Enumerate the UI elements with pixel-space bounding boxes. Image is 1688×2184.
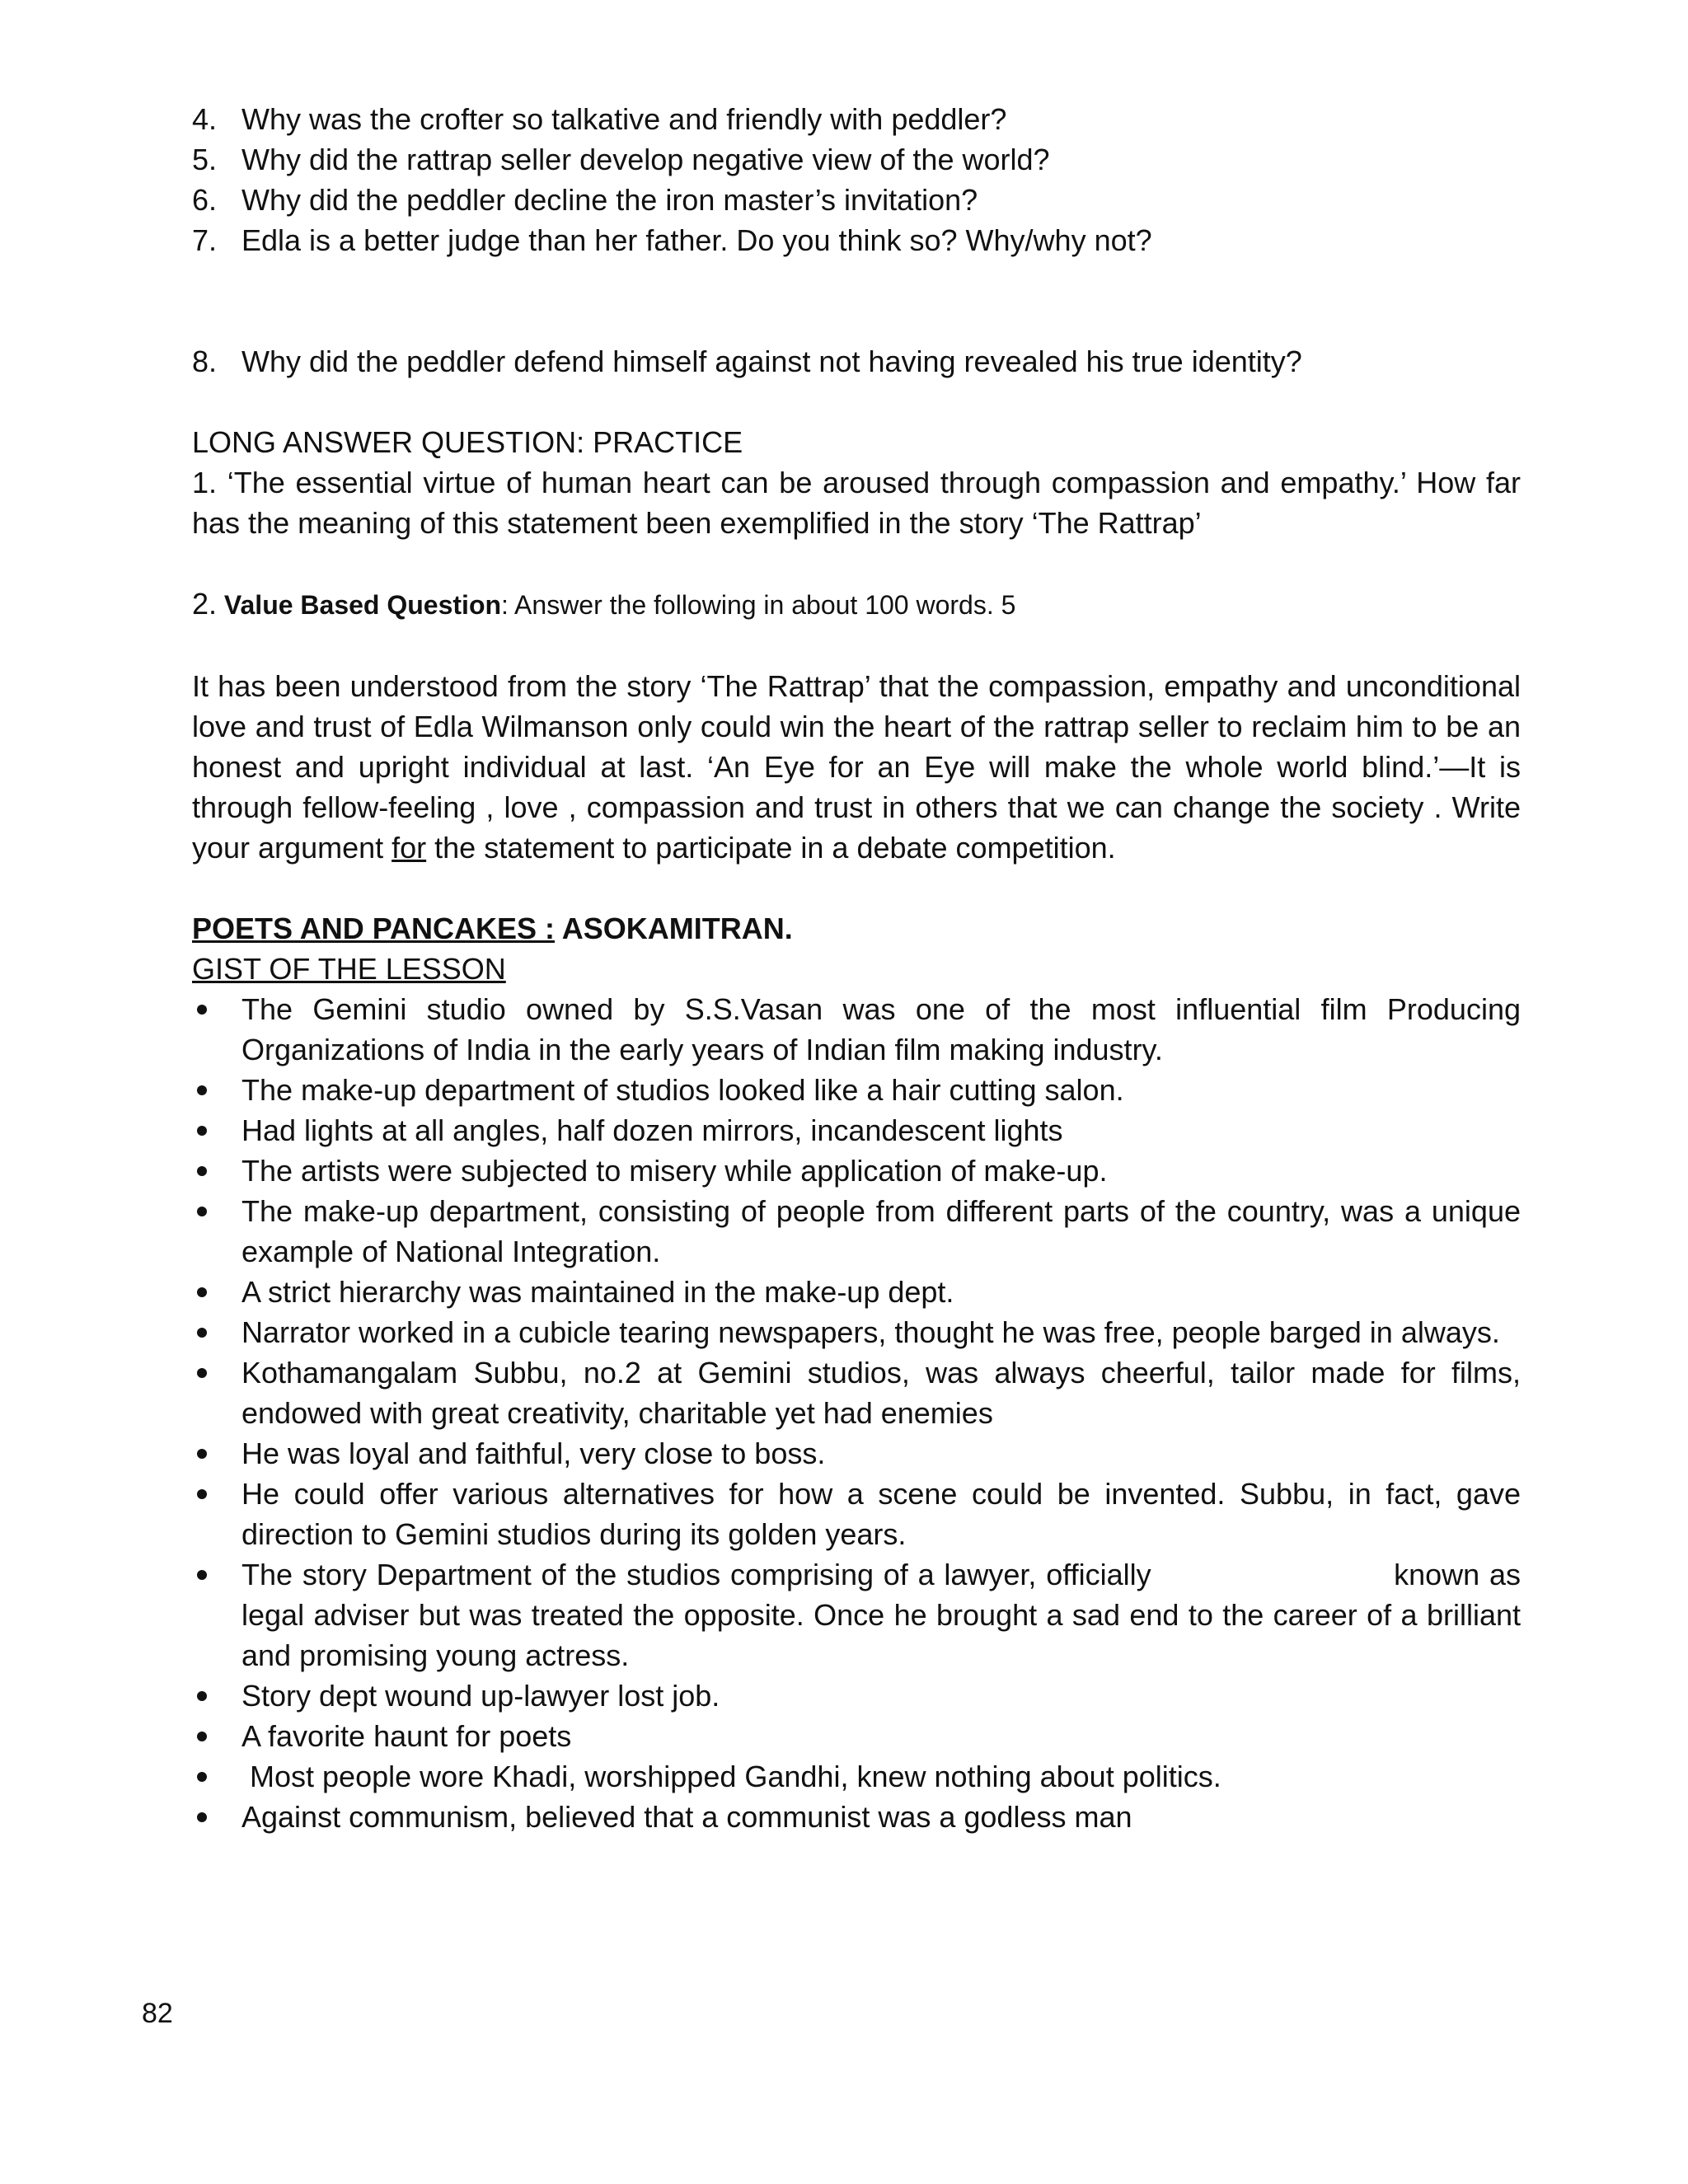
- question-number: 8.: [192, 344, 218, 378]
- question-number: 6.: [192, 183, 218, 217]
- list-item-text: Had lights at all angles, half dozen mirrors, incandescent lights: [241, 1113, 1063, 1147]
- list-item: [192, 1110, 1521, 1151]
- question-text: Why did the peddler defend himself against not having revealed his true identity?: [241, 344, 1302, 378]
- list-item-text: Narrator worked in a cubicle tearing newspapers, thought he was free, people barged in always.: [241, 1315, 1500, 1349]
- spacer: [192, 543, 1521, 583]
- list-item: [192, 1474, 1521, 1554]
- question-item: [192, 341, 1521, 382]
- list-item-text: Story dept wound up-lawyer lost job.: [241, 1679, 720, 1713]
- list-item: [192, 1797, 1521, 1837]
- bullet-icon: [192, 1352, 241, 1433]
- list-item: [192, 1151, 1521, 1191]
- value-based-question-line: [192, 583, 1521, 626]
- bullet-icon: [192, 1474, 241, 1554]
- bullet-icon: [192, 1716, 241, 1756]
- question-text: Why did the rattrap seller develop negative view of the world?: [241, 143, 1050, 176]
- lesson-title: [192, 908, 1521, 949]
- value-based-label: Value Based Question: [223, 590, 502, 620]
- question-text: Edla is a better judge than her father. Do you think so? Why/why not?: [241, 223, 1152, 257]
- bullet-icon: [192, 1756, 241, 1797]
- spacer: [192, 382, 1521, 422]
- page-number: 82: [142, 1998, 173, 2029]
- list-item-text: Against communism, believed that a communist was a godless man: [241, 1800, 1132, 1834]
- bullet-icon: [192, 989, 241, 1070]
- question-number: 4.: [192, 102, 218, 136]
- value-based-paragraph: [192, 666, 1521, 868]
- document-page: [192, 99, 1530, 1837]
- list-item-text: The story Department of the studios comprising of a lawyer, officially known as legal adviser but was treated the opposite. Once he brought a sad end to the career of a brilliant and promising young actress.: [241, 1558, 1530, 1672]
- bullet-icon: [192, 1151, 241, 1191]
- list-item-text: The artists were subjected to misery while application of make-up.: [241, 1154, 1108, 1188]
- list-item: [192, 989, 1521, 1070]
- list-item: [192, 1756, 1521, 1797]
- list-item-text: The make-up department, consisting of people from different parts of the country, was a unique example of National Integration.: [241, 1194, 1521, 1268]
- paragraph-text: the statement to participate in a debate competition.: [426, 831, 1116, 865]
- list-item: [192, 1716, 1521, 1756]
- list-item-text: A favorite haunt for poets: [241, 1719, 572, 1753]
- spacer: [192, 626, 1521, 666]
- list-item: [192, 1312, 1521, 1352]
- question-text: Why did the peddler decline the iron master’s invitation?: [241, 183, 978, 217]
- bullet-icon: [192, 1272, 241, 1312]
- list-item-text: The Gemini studio owned by S.S.Vasan was one of the most influential film Producing Organizations of India in the early years of Indian film making industry.: [241, 992, 1521, 1066]
- list-item-text: The make-up department of studios looked like a hair cutting salon.: [241, 1073, 1124, 1107]
- question-number: 7.: [192, 223, 218, 257]
- question-item: [192, 99, 1521, 139]
- list-item: [192, 1191, 1521, 1272]
- list-item: [192, 1070, 1521, 1110]
- spacer: [192, 868, 1521, 908]
- bullet-icon: [192, 1675, 241, 1716]
- bullet-icon: [192, 1110, 241, 1151]
- value-based-number: 2.: [192, 587, 218, 621]
- bullet-icon: [192, 1554, 241, 1675]
- bullet-icon: [192, 1797, 241, 1837]
- bullet-icon: [192, 1433, 241, 1474]
- question-number: 5.: [192, 143, 218, 176]
- spacer: [192, 260, 1521, 341]
- list-item-text: Most people wore Khadi, worshipped Gandhi, knew nothing about politics.: [241, 1760, 1221, 1793]
- lesson-author: ASOKAMITRAN.: [555, 912, 793, 945]
- value-based-instruction: : Answer the following in about 100 words. 5: [501, 590, 1016, 620]
- paragraph-text: It has been understood from the story ‘The Rattrap’ that the compassion, empathy and unconditional love and trust of Edla Wilmanson only could win the heart of the rattrap seller to reclaim him to be an honest and upright individual at last. ‘An Eye for an Eye will make the whole world blind.’—It is through fellow-feeling , love , compassion and trust in others that we can change the society . Write your argument: [192, 669, 1521, 865]
- list-item-text: He was loyal and faithful, very close to boss.: [241, 1436, 826, 1470]
- list-item: [192, 1352, 1521, 1433]
- question-text: Why was the crofter so talkative and friendly with peddler?: [241, 102, 1007, 136]
- question-list: [192, 99, 1521, 260]
- lesson-title-underlined: POETS AND PANCAKES :: [192, 912, 556, 945]
- question-item: [192, 139, 1521, 180]
- long-answer-heading: LONG ANSWER QUESTION: PRACTICE: [192, 425, 743, 459]
- list-item: [192, 1554, 1530, 1675]
- list-item: [192, 1433, 1521, 1474]
- list-item-text: Kothamangalam Subbu, no.2 at Gemini studios, was always cheerful, tailor made for films, endowed with great creativity, charitable yet had enemies: [241, 1356, 1521, 1430]
- bullet-icon: [192, 1070, 241, 1110]
- gist-bullet-list: [192, 989, 1530, 1837]
- bullet-icon: [192, 1312, 241, 1352]
- question-item: [192, 180, 1521, 220]
- list-item-text: A strict hierarchy was maintained in the make-up dept.: [241, 1275, 954, 1309]
- underlined-word: for: [392, 831, 427, 865]
- list-item: [192, 1272, 1521, 1312]
- long-answer-question: 1. ‘The essential virtue of human heart can be aroused through compassion and empathy.’ How far has the meaning of this statement been exemplified in the story ‘The Rattrap’: [192, 466, 1521, 540]
- bullet-icon: [192, 1191, 241, 1272]
- list-item: [192, 1675, 1521, 1716]
- list-item-text: He could offer various alternatives for how a scene could be invented. Subbu, in fact, gave direction to Gemini studios during its golden years.: [241, 1477, 1521, 1551]
- question-item: [192, 220, 1521, 260]
- gist-heading: GIST OF THE LESSON: [192, 952, 506, 986]
